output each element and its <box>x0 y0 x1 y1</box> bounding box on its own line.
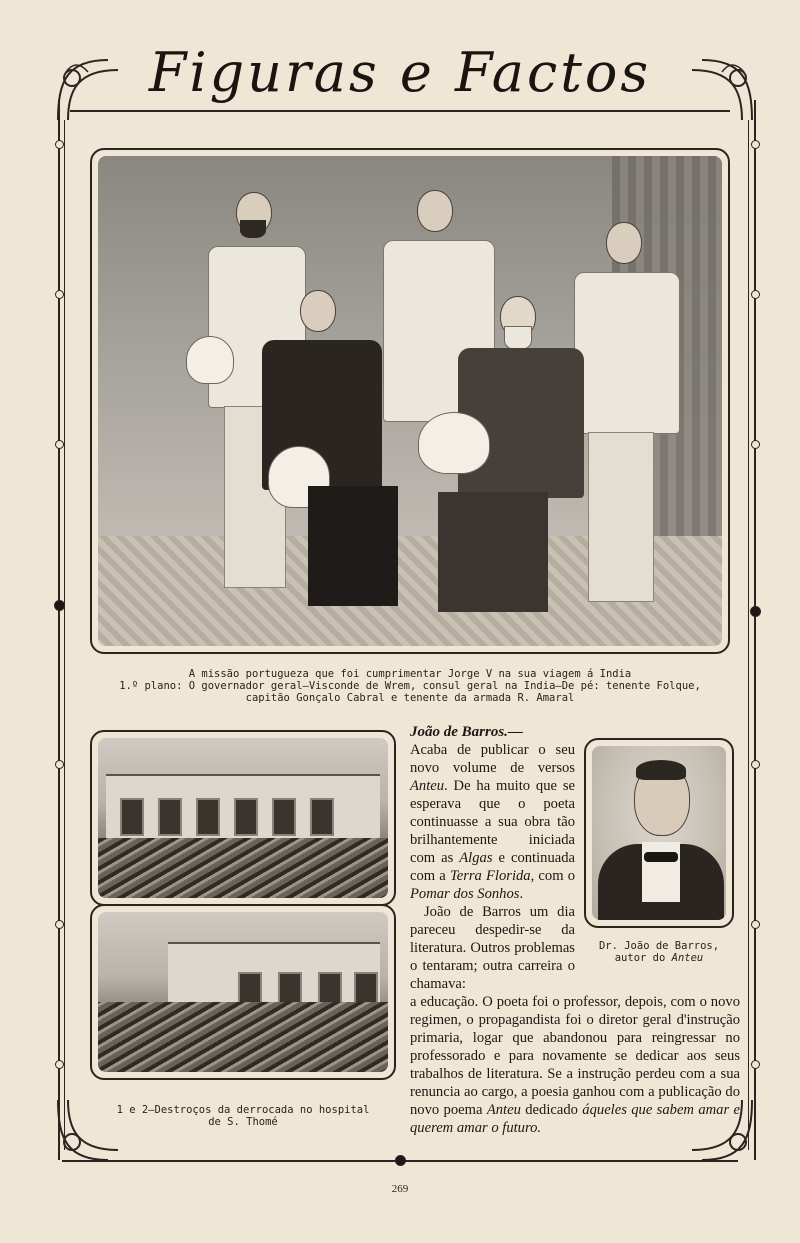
article-text: e continuada com a <box>410 850 575 884</box>
article-text: , com o <box>530 868 576 884</box>
group-photo <box>98 156 722 646</box>
frame-left-inner-rule <box>64 120 65 1150</box>
caption-line: 1 e 2—Destroços da derrocada no hospital <box>116 1104 370 1116</box>
portrait-caption-prefix: autor do <box>614 952 672 964</box>
ornament-corner-top-right <box>682 50 762 130</box>
frame-top-rule <box>70 110 730 112</box>
caption-line: capitão Gonçalo Cabral e tenente da armada R. Amaral <box>245 692 575 704</box>
article-text: Anteu <box>486 1102 521 1118</box>
frame-bead <box>751 760 760 769</box>
article-joao-de-barros <box>410 723 740 1137</box>
ruins-photo-2 <box>98 912 388 1072</box>
frame-bead <box>751 440 760 449</box>
frame-bead <box>395 1155 406 1166</box>
group-photo-caption <box>90 668 730 704</box>
frame-bead <box>751 920 760 929</box>
frame-bead <box>751 140 760 149</box>
masthead-title: Figuras e Factos <box>148 41 652 104</box>
frame-bead <box>55 760 64 769</box>
portrait-caption-name: Dr. João de Barros, <box>598 940 720 952</box>
frame-bead <box>55 290 64 299</box>
ruins-photo-1 <box>98 738 388 898</box>
article-paragraph-1 <box>410 723 575 903</box>
frame-bead <box>751 290 760 299</box>
caption-line: de S. Thomé <box>208 1116 278 1128</box>
frame-right-inner-rule <box>748 120 749 1150</box>
article-text: Pomar dos Sonhos <box>410 886 520 902</box>
article-text: . De ha muito que se esperava que o poeta continuasse a sua obra tão brilhantemente iniciada com as <box>410 778 575 866</box>
ornament-corner-top-left <box>48 50 128 130</box>
page-number: 269 <box>391 1183 409 1195</box>
article-text: Terra Florida <box>449 868 531 884</box>
caption-line: A missão portugueza que foi cumprimentar Jorge V na sua viagem á India <box>188 668 632 680</box>
article-headline: João de Barros.— <box>410 724 523 740</box>
ruins-photo-2-frame <box>90 904 396 1080</box>
ornament-corner-bottom-left <box>48 1090 128 1170</box>
article-text: . <box>519 886 524 902</box>
portrait-caption-title: Anteu <box>671 952 704 964</box>
article-text: dedicado <box>520 1102 583 1118</box>
frame-bead <box>55 440 64 449</box>
frame-left-rule <box>58 100 60 1160</box>
article-paragraph-2-end <box>410 993 740 1137</box>
frame-bead <box>55 920 64 929</box>
article-text: áqueles que sabem amar e querem amar o futuro. <box>410 1102 740 1136</box>
article-text: a educação. O poeta foi o professor, depois, com o novo regimen, o propagandista foi o diretor geral d'instrução primaria, logar que abandonou para reingressar no professorado e para novamente se dedicar aos seus trabalhos de literatura. Se a instrução perdeu com a sua renuncia ao cargo, a poesia ganhou com a publicação do novo poema <box>410 994 740 1118</box>
article-paragraph-2-start: João de Barros um dia pareceu despedir-se da literatura. Outros problemas o tentaram; outra carreira o chamava: <box>410 904 575 992</box>
article-text: Acaba de publicar o seu novo volume de versos <box>410 742 575 776</box>
caption-line: 1.º plano: O governador geral—Visconde de Wrem, consul geral na India—De pé: tenente Folque, <box>119 680 701 692</box>
group-photo-frame <box>90 148 730 654</box>
frame-bead <box>55 140 64 149</box>
article-text: Algas <box>459 850 493 866</box>
frame-bead <box>54 600 65 611</box>
frame-right-rule <box>754 100 756 1160</box>
frame-bead <box>55 1060 64 1069</box>
frame-bead <box>750 606 761 617</box>
article-text: Anteu <box>410 778 445 794</box>
ruins-caption <box>90 1104 396 1128</box>
frame-bead <box>751 1060 760 1069</box>
ruins-photo-1-frame <box>90 730 396 906</box>
